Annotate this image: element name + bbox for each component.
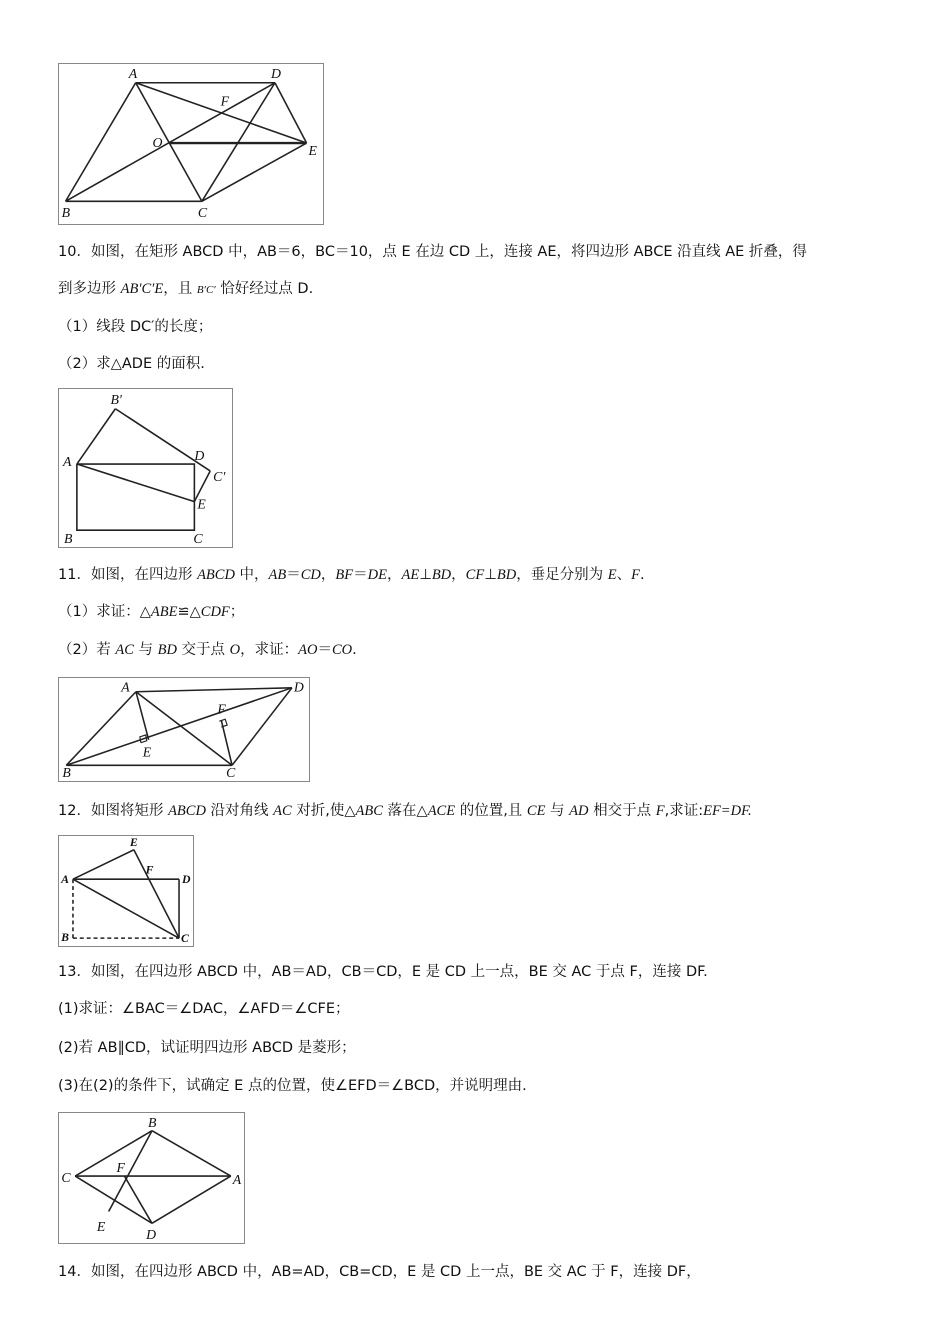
label-e: E — [197, 496, 206, 512]
label-a: A — [61, 873, 70, 887]
label-d: D — [271, 65, 281, 81]
q11-part2: （2）若 AC 与 BD 交于点 O，求证：AO＝CO. — [58, 642, 357, 658]
label-b: B — [62, 765, 71, 781]
figure-folded-rectangle — [58, 388, 233, 548]
label-b: B — [61, 205, 71, 221]
label-c: C — [197, 205, 208, 221]
q14-stem: 14．如图，在四边形 ABCD 中，AB=AD，CB=CD，E 是 CD 上一点，BE 交 AC 于 F，连接 DF， — [58, 1264, 701, 1280]
label-f: F — [145, 863, 154, 877]
label-f: F — [116, 1160, 125, 1176]
label-o: O — [152, 134, 163, 150]
label-d: D — [194, 448, 205, 464]
q10-stem-line1: 10．如图，在矩形 ABCD 中，AB＝6，BC＝10，点 E 在边 CD 上，连接 AE，将四边形 ABCE 沿直线 AE 折叠，得 — [58, 244, 807, 260]
label-c: C — [61, 1169, 71, 1185]
label-a: A — [128, 65, 138, 81]
figure-rhombus-abcd — [58, 1112, 245, 1244]
q13-part1: (1)求证：∠BAC＝∠DAC，∠AFD＝∠CFE； — [58, 1001, 350, 1017]
figure-rectangle-fold-diagonal — [58, 835, 194, 947]
label-e: E — [308, 142, 317, 158]
label-b: B — [148, 1114, 157, 1130]
label-b-prime: B′ — [110, 391, 122, 407]
figure-parallelogram-oe — [58, 63, 324, 225]
label-b: B — [61, 931, 70, 945]
label-b: B — [64, 531, 73, 547]
q13-stem: 13．如图，在四边形 ABCD 中，AB＝AD，CB＝CD，E 是 CD 上一点，BE 交 AC 于点 F，连接 DF. — [58, 964, 708, 980]
label-c-prime: C′ — [213, 468, 226, 484]
q11-part1: （1）求证：△ABE≌△CDF； — [58, 604, 245, 620]
label-c: C — [193, 531, 203, 547]
label-c: C — [181, 932, 189, 946]
label-a: A — [63, 454, 72, 470]
q10-stem-line2: 到多边形 AB′C′E，且 B′C′ 恰好经过点 D. — [58, 281, 314, 297]
label-a: A — [232, 1171, 242, 1187]
label-e: E — [129, 836, 138, 849]
label-d: D — [146, 1227, 157, 1243]
label-c: C — [226, 765, 236, 781]
label-f: F — [217, 701, 226, 717]
figure-quadrilateral-perpendiculars — [58, 677, 310, 782]
label-e: E — [142, 744, 152, 760]
q11-stem: 11．如图，在四边形 ABCD 中，AB＝CD，BF＝DE，AE⊥BD，CF⊥BD，垂足分别为 E、F. — [58, 567, 645, 583]
q10-part2: （2）求△ADE 的面积. — [58, 356, 205, 372]
label-a: A — [121, 679, 130, 695]
label-d: D — [181, 873, 191, 887]
label-f: F — [220, 93, 230, 109]
q12-stem: 12．如图将矩形 ABCD 沿对角线 AC 对折,使△ABC 落在△ACE 的位置,且 CE 与 AD 相交于点 F,求证:EF=DF. — [58, 803, 752, 819]
label-d: D — [293, 679, 304, 695]
label-e: E — [96, 1219, 106, 1235]
q13-part3: (3)在(2)的条件下，试确定 E 点的位置，使∠EFD＝∠BCD，并说明理由. — [58, 1078, 527, 1094]
q10-part1: （1）线段 DC′的长度； — [58, 319, 213, 335]
q13-part2: (2)若 AB∥CD，试证明四边形 ABCD 是菱形； — [58, 1040, 356, 1056]
